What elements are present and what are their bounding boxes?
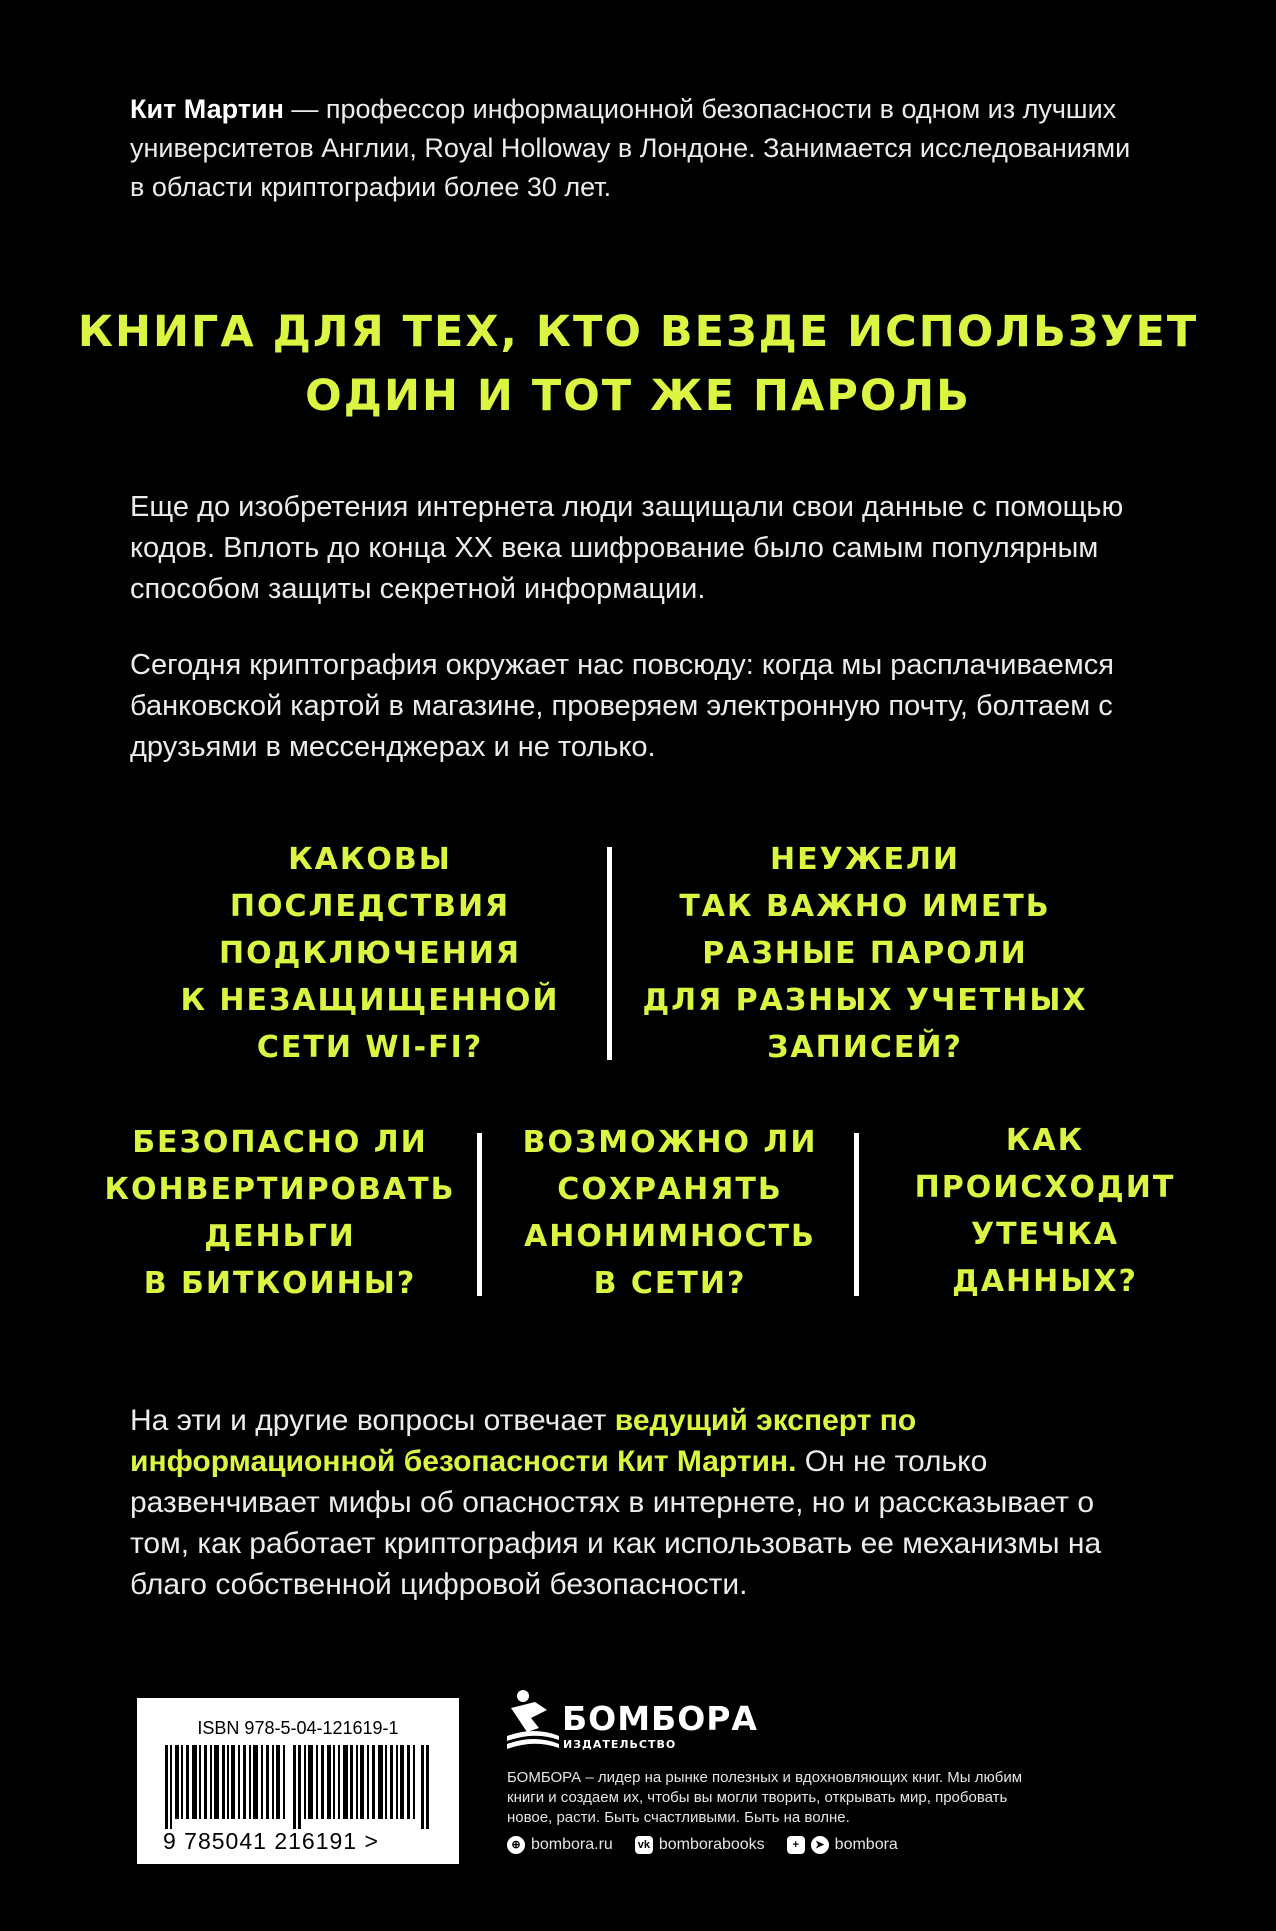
author-name: Кит Мартин bbox=[130, 94, 284, 124]
question-line: КОНВЕРТИРОВАТЬ bbox=[104, 1172, 456, 1207]
headline-line-1: КНИГА ДЛЯ ТЕХ, КТО ВЕЗДЕ ИСПОЛЬЗУЕТ bbox=[77, 307, 1199, 357]
question-line: ДЛЯ РАЗНЫХ УЧЕТНЫХ bbox=[642, 983, 1088, 1018]
social-text: bombora bbox=[834, 1836, 898, 1853]
question-line: СЕТИ WI-FI? bbox=[256, 1030, 484, 1065]
question-line: К НЕЗАЩИЩЕННОЙ bbox=[180, 983, 560, 1018]
publisher-name: БОМБОРА bbox=[562, 1699, 758, 1738]
question-line: ПОСЛЕДСТВИЯ bbox=[229, 889, 511, 924]
question-line: БЕЗОПАСНО ЛИ bbox=[132, 1125, 428, 1160]
globe-icon: ⊕ bbox=[507, 1836, 525, 1854]
question-data-leak bbox=[880, 1117, 1210, 1305]
question-line: СОХРАНЯТЬ bbox=[557, 1172, 783, 1207]
question-line: ПРОИСХОДИТ bbox=[914, 1170, 1176, 1205]
closing-paragraph bbox=[130, 1400, 1160, 1605]
closing-text-start: На эти и другие вопросы отвечает bbox=[130, 1404, 615, 1437]
question-passwords bbox=[640, 836, 1090, 1071]
intro-paragraph-2: Сегодня криптография окружает нас повсюду: когда мы расплачиваемся банковской картой в магазине, проверяем электронную почту, болтаем с друзьями в мессенджерах и не только. bbox=[130, 649, 1114, 763]
barcode-icon bbox=[165, 1745, 431, 1829]
vk-text: bomborabooks bbox=[658, 1836, 765, 1853]
closing-text-end: Он не только развенчивает мифы об опасностях в интернете, но и рассказывает о том, как работает криптография и как использовать ее механизмы на благо собственной цифровой безопасности. bbox=[130, 1445, 1102, 1601]
social-link[interactable] bbox=[787, 1836, 898, 1854]
barcode-label bbox=[137, 1698, 459, 1864]
question-line: КАКОВЫ bbox=[288, 842, 452, 877]
question-anonymity bbox=[500, 1119, 840, 1307]
question-line: ТАК ВАЖНО ИМЕТЬ bbox=[679, 889, 1051, 924]
publisher-socials bbox=[507, 1836, 920, 1854]
question-bitcoin bbox=[95, 1119, 465, 1307]
question-line: ПОДКЛЮЧЕНИЯ bbox=[218, 936, 522, 971]
vk-icon: vk bbox=[635, 1836, 653, 1854]
question-line: ДАННЫХ? bbox=[952, 1264, 1138, 1299]
divider-line bbox=[607, 847, 612, 1060]
question-line: ЗАПИСЕЙ? bbox=[767, 1030, 963, 1065]
question-line: В СЕТИ? bbox=[593, 1266, 747, 1301]
vk-link[interactable] bbox=[635, 1836, 765, 1854]
publisher-description: БОМБОРА – лидер на рынке полезных и вдохновляющих книг. Мы любим книги и создаем их, чтобы вы могли творить, открывать мир, пробовать новое, расти. Быть счастливыми. Быть на волне. bbox=[507, 1769, 1023, 1826]
question-line: АНОНИМНОСТЬ bbox=[524, 1219, 816, 1254]
website-text: bombora.ru bbox=[531, 1836, 613, 1853]
divider-line bbox=[854, 1133, 859, 1296]
question-line: НЕУЖЕЛИ bbox=[770, 842, 960, 877]
isbn-text: ISBN 978-5-04-121619-1 bbox=[197, 1718, 399, 1738]
question-line: РАЗНЫЕ ПАРОЛИ bbox=[702, 936, 1028, 971]
author-bio-text: — профессор информационной безопасности в одном из лучших университетов Англии, Royal Holloway в Лондоне. Занимается исследованиями в области криптографии более 30 лет. bbox=[130, 94, 1131, 202]
question-line: В БИТКОИНЫ? bbox=[143, 1266, 417, 1301]
divider-line bbox=[477, 1133, 482, 1296]
plus-icon: + bbox=[787, 1836, 805, 1854]
website-link[interactable] bbox=[507, 1836, 613, 1854]
barcode-digits: 9 785041 216191 > bbox=[163, 1828, 379, 1854]
publisher-subtitle: ИЗДАТЕЛЬСТВО bbox=[563, 1738, 677, 1751]
author-bio bbox=[130, 90, 1150, 207]
question-line: ДЕНЬГИ bbox=[204, 1219, 356, 1254]
closing-highlight: ведущий эксперт по информационной безопасности Кит Мартин. bbox=[130, 1404, 917, 1478]
question-wifi bbox=[160, 836, 580, 1071]
telegram-icon: ➤ bbox=[811, 1836, 829, 1854]
question-line: УТЕЧКА bbox=[970, 1217, 1120, 1252]
intro-paragraph-1: Еще до изобретения интернета люди защищали свои данные с помощью кодов. Вплоть до конца XX века шифрование было самым популярным способом защиты секретной информации. bbox=[130, 491, 1124, 605]
headline bbox=[0, 300, 1276, 428]
question-line: ВОЗМОЖНО ЛИ bbox=[522, 1125, 818, 1160]
headline-line-2: ОДИН И ТОТ ЖЕ ПАРОЛЬ bbox=[305, 371, 971, 421]
question-line: КАК bbox=[1005, 1123, 1085, 1158]
